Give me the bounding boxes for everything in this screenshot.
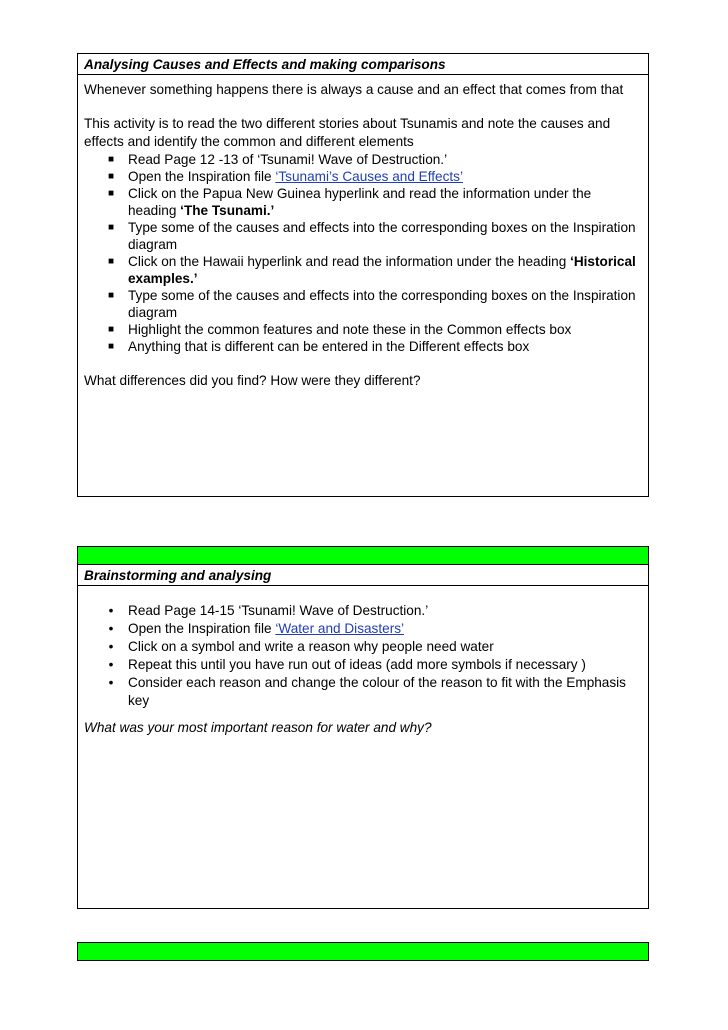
square-bullet-icon: ■: [107, 222, 115, 233]
round-bullet-icon: •: [108, 621, 114, 636]
list-item: ■ Open the Inspiration file ‘Tsunami’s Causes and Effects’: [84, 168, 642, 185]
round-bullet-icon: •: [108, 603, 114, 618]
list-item: • Consider each reason and change the colour of the reason to fit with the Emphasis key: [84, 674, 642, 710]
list-item: ■ Read Page 12 -13 of ‘Tsunami! Wave of Destruction.’: [84, 151, 642, 168]
activity-paragraph: This activity is to read the two different stories about Tsunamis and note the causes and effects and identify the common and different elements: [84, 116, 611, 149]
square-bullet-icon: ■: [107, 171, 115, 182]
section-title: Analysing Causes and Effects and making comparisons: [78, 54, 648, 75]
square-bullet-icon: ■: [107, 341, 115, 352]
question-prompt: What differences did you find? How were they different?: [84, 373, 421, 388]
tsunami-causes-effects-link[interactable]: ‘Tsunami’s Causes and Effects’: [275, 169, 463, 184]
square-bullet-icon: ■: [107, 290, 115, 301]
square-bullet-icon: ■: [107, 256, 115, 267]
section-title: Brainstorming and analysing: [78, 565, 648, 586]
round-bullet-icon: •: [108, 639, 114, 654]
square-bullet-icon: ■: [107, 188, 115, 199]
list-item: ■ Click on the Hawaii hyperlink and read the information under the heading ‘Historical examples.’: [84, 253, 642, 287]
list-item: ■ Type some of the causes and effects into the corresponding boxes on the Inspiration diagram: [84, 287, 642, 321]
round-bullet-icon: •: [108, 675, 114, 690]
list-item: • Click on a symbol and write a reason why people need water: [84, 638, 642, 656]
intro-paragraph: Whenever something happens there is always a cause and an effect that comes from that: [84, 82, 624, 97]
list-item: • Repeat this until you have run out of ideas (add more symbols if necessary ): [84, 656, 642, 674]
round-bullet-icon: •: [108, 657, 114, 672]
list-item: ■ Anything that is different can be entered in the Different effects box: [84, 338, 642, 355]
water-disasters-link[interactable]: ‘Water and Disasters’: [275, 621, 405, 636]
list-item: ■ Type some of the causes and effects into the corresponding boxes on the Inspiration diagram: [84, 219, 642, 253]
list-item: ■ Highlight the common features and note these in the Common effects box: [84, 321, 642, 338]
steps-list: [84, 602, 642, 710]
steps-list: [84, 151, 642, 355]
list-item: • Open the Inspiration file ‘Water and Disasters’: [84, 620, 642, 638]
causes-effects-section: [77, 53, 649, 497]
list-item: • Read Page 14-15 ‘Tsunami! Wave of Destruction.’: [84, 602, 642, 620]
list-item: ■ Click on the Papua New Guinea hyperlink and read the information under the heading ‘The Tsunami.’: [84, 185, 642, 219]
green-divider-bar: [77, 546, 649, 565]
square-bullet-icon: ■: [107, 154, 115, 165]
square-bullet-icon: ■: [107, 324, 115, 335]
question-prompt: What was your most important reason for water and why?: [84, 720, 432, 735]
green-divider-bar: [77, 942, 649, 961]
brainstorming-section: [77, 564, 649, 909]
